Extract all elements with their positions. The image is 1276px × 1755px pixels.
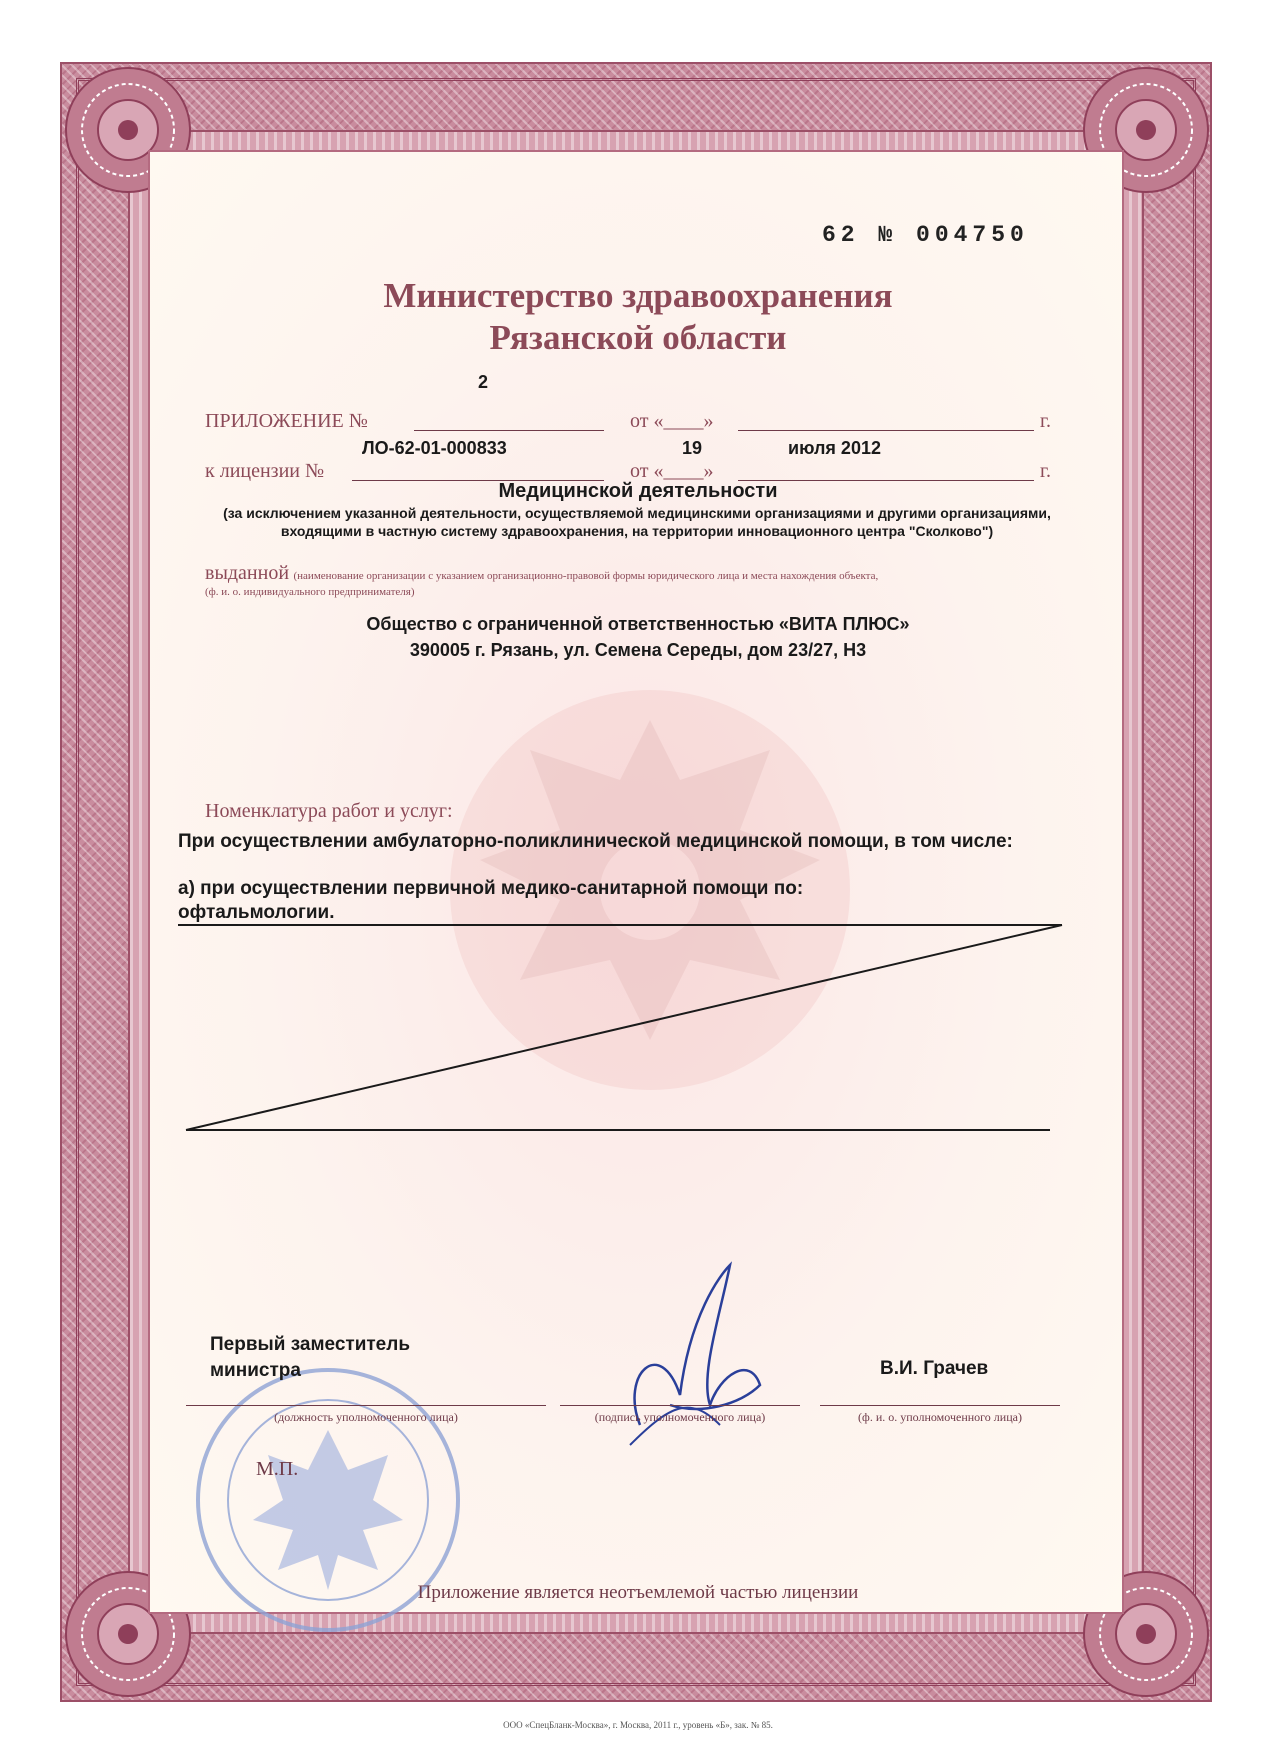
caption-name: (ф. и. о. уполномоченного лица) — [858, 1410, 1022, 1424]
signatory-name: В.И. Грачев — [880, 1358, 989, 1379]
license-number-value: ЛО-62-01-000833 — [362, 438, 507, 458]
issued-label: выданной — [205, 562, 290, 584]
ministry-title: Министерство здравоохранения — [383, 276, 893, 315]
issued-hint: (наименование организации с указанием организационно-правовой формы юридического лица и места нахождения объекта, — [293, 570, 879, 582]
printer-info: ООО «СпецБланк-Москва», г. Москва, 2011 г., уровень «Б», зак. № 85. — [503, 1720, 773, 1730]
caption-position: (должность уполномоченного лица) — [274, 1410, 458, 1424]
caption-signature: (подпись уполномоченного лица) — [594, 1410, 766, 1424]
signatory-position: Первый заместитель министра — [210, 1334, 411, 1381]
appendix-year-suffix: г. — [1040, 410, 1051, 432]
license-date-label: от «____» — [630, 460, 714, 482]
position-line — [186, 1405, 546, 1406]
license-year-suffix: г. — [1040, 460, 1051, 482]
stamp-place-label: М.П. — [256, 1458, 299, 1480]
activity-note: (за исключением указанной деятельности, осуществляемой медицинскими организациями и другими организациями, входящими в частную систему здравоохранения, на территории инновационного центра "Сколково") — [223, 505, 1051, 539]
issued-hint-individual: (ф. и. о. индивидуального предпринимателя) — [205, 586, 415, 598]
nomenclature-text-main: При осуществлении амбулаторно-поликлинической медицинской помощи, в том числе: — [178, 831, 1013, 852]
ministry-region: Рязанской области — [489, 318, 787, 357]
nomenclature-label: Номенклатура работ и услуг: — [205, 800, 453, 822]
license-month-year-value: июля 2012 — [788, 438, 881, 458]
activity-title: Медицинской деятельности — [498, 480, 778, 502]
serial-number: 62 № 004750 — [822, 222, 1029, 248]
nomenclature-text-primary: а) при осуществлении первичной медико-санитарной помощи по: — [178, 878, 804, 899]
appendix-label: ПРИЛОЖЕНИЕ № — [205, 410, 368, 432]
name-line — [820, 1405, 1060, 1406]
handwritten-signature — [600, 1255, 780, 1455]
signature-line — [560, 1405, 800, 1406]
nomenclature-text-specialty: офтальмологии. — [178, 902, 335, 923]
organization-address: 390005 г. Рязань, ул. Семена Середы, дом 23/27, Н3 — [409, 640, 867, 660]
license-day-value: 19 — [682, 438, 703, 458]
appendix-number-value: 2 — [478, 372, 489, 392]
license-label: к лицензии № — [205, 460, 325, 482]
appendix-date-label: от «____» — [630, 410, 714, 432]
organization-name: Общество с ограниченной ответственностью «ВИТА ПЛЮС» — [366, 614, 910, 634]
footer-note: Приложение является неотъемлемой частью лицензии — [417, 1582, 859, 1603]
